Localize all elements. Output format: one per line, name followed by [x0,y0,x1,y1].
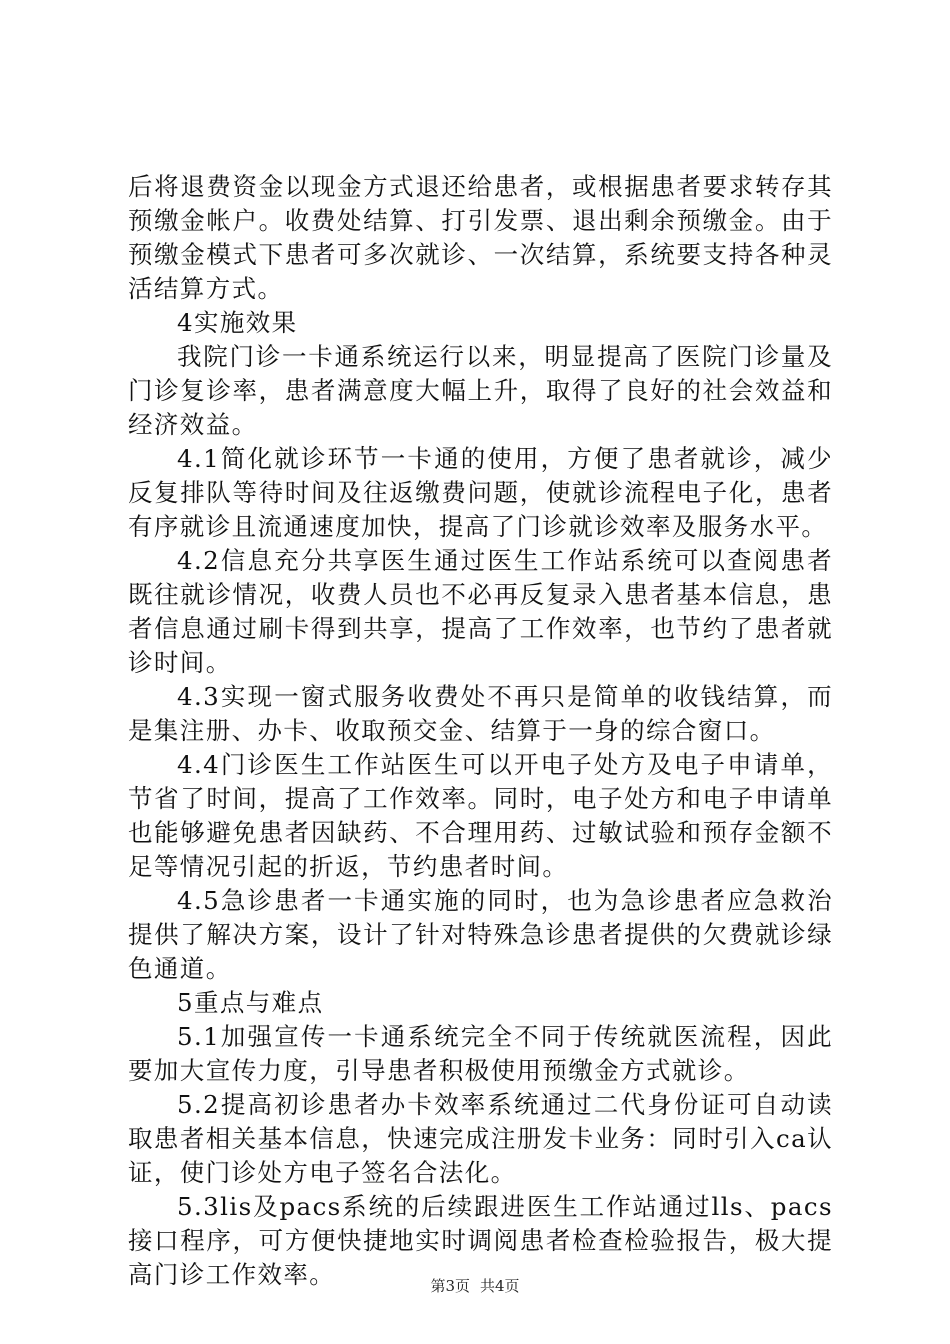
paragraph-4-3: 4.3实现一窗式服务收费处不再只是简单的收钱结算，而是集注册、办卡、收取预交金、结算于一身的综合窗口。 [128,682,833,745]
section-heading-4: 4实施效果 [177,308,298,337]
document-body [128,170,833,1292]
paragraph-5-1: 5.1加强宣传一卡通系统完全不同于传统就医流程，因此要加大宣传力度，引导患者积极使用预缴金方式就诊。 [128,1022,833,1085]
section-heading-5: 5重点与难点 [177,988,324,1017]
page-footer [0,1276,950,1296]
paragraph-4-1: 4.1简化就诊环节一卡通的使用，方便了患者就诊，减少反复排队等待时间及往返缴费问题，使就诊流程电子化，患者有序就诊且流通速度加快，提高了门诊就诊效率及服务水平。 [128,444,833,541]
page-number: 第3页 [430,1277,470,1295]
page-total: 共4页 [480,1277,520,1295]
paragraph-5-3: 5.3lis及pacs系统的后续跟进医生工作站通过lls、pacs接口程序，可方便快捷地实时调阅患者检查检验报告，极大提高门诊工作效率。 [128,1192,833,1289]
paragraph-continuation: 后将退费资金以现金方式退还给患者，或根据患者要求转存其预缴金帐户。收费处结算、打引发票、退出剩余预缴金。由于预缴金模式下患者可多次就诊、一次结算，系统要支持各种灵活结算方式。 [128,172,833,303]
paragraph-4-2: 4.2信息充分共享医生通过医生工作站系统可以查阅患者既往就诊情况，收费人员也不必再反复录入患者基本信息，患者信息通过刷卡得到共享，提高了工作效率，也节约了患者就诊时间。 [128,546,833,677]
paragraph-4-5: 4.5急诊患者一卡通实施的同时，也为急诊患者应急救治提供了解决方案，设计了针对特殊急诊患者提供的欠费就诊绿色通道。 [128,886,833,983]
paragraph-4-4: 4.4门诊医生工作站医生可以开电子处方及电子申请单，节省了时间，提高了工作效率。同时，电子处方和电子申请单也能够避免患者因缺药、不合理用药、过敏试验和预存金额不足等情况引起的折返，节约患者时间。 [128,750,833,881]
paragraph-5-2: 5.2提高初诊患者办卡效率系统通过二代身份证可自动读取患者相关基本信息，快速完成注册发卡业务：同时引入ca认证，使门诊处方电子签名合法化。 [128,1090,833,1187]
paragraph-4-intro: 我院门诊一卡通系统运行以来，明显提高了医院门诊量及门诊复诊率，患者满意度大幅上升，取得了良好的社会效益和经济效益。 [128,342,833,439]
